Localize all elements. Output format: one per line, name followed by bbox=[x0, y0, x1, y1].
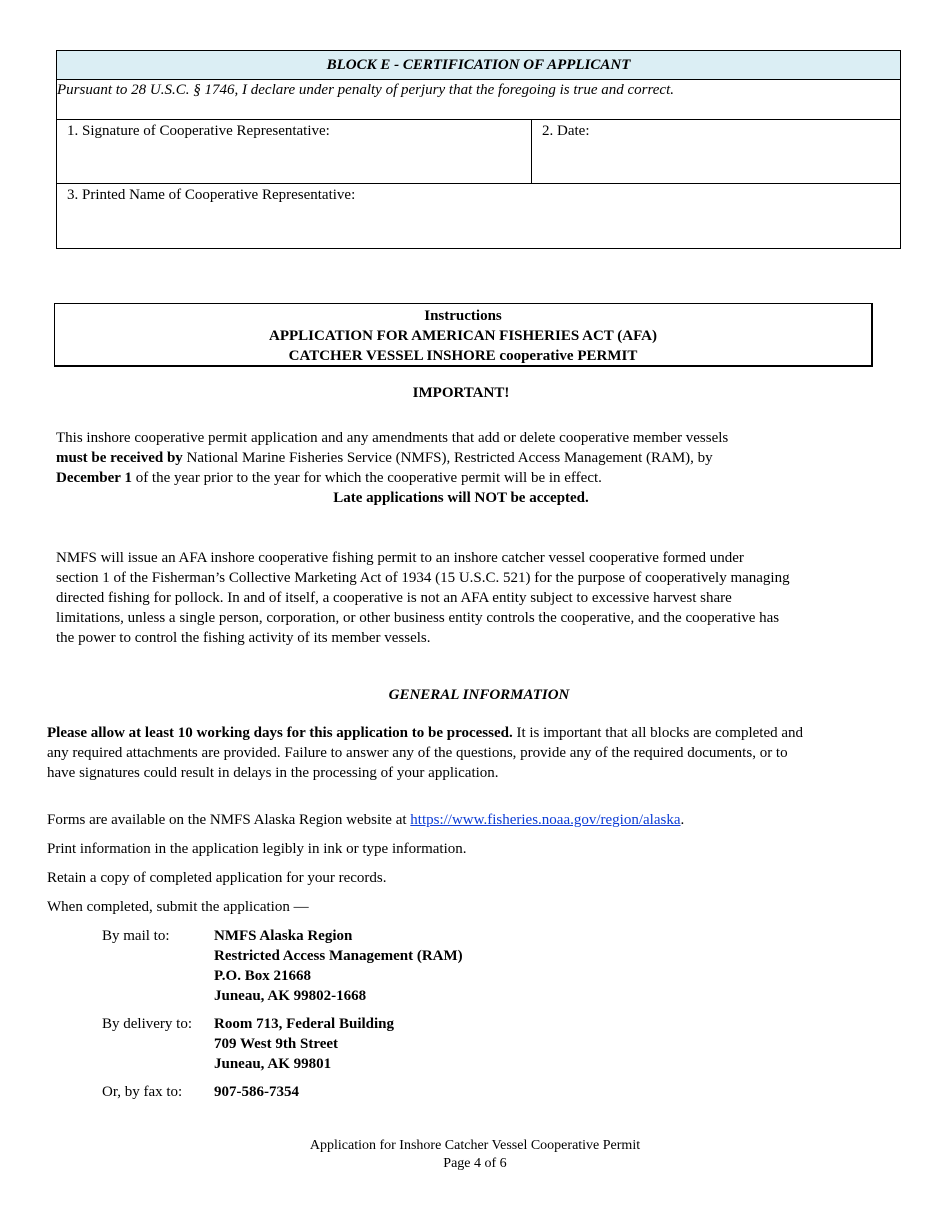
important-line-3 bbox=[56, 468, 916, 488]
fax-label: Or, by fax to: bbox=[102, 1084, 183, 1100]
mail-address-line: P.O. Box 21668 bbox=[214, 968, 311, 984]
late-applications-notice: Late applications will NOT be accepted. bbox=[333, 490, 589, 506]
nmfs-line-1: NMFS will issue an AFA inshore cooperative fishing permit to an inshore catcher vessel cooperative formed under bbox=[56, 550, 744, 566]
submit-instruction-line: When completed, submit the application — bbox=[47, 899, 309, 915]
mail-address-line: Juneau, AK 99802-1668 bbox=[214, 988, 367, 1004]
processing-line-1-rest: It is important that all blocks are completed and bbox=[512, 725, 804, 741]
retain-copy-line: Retain a copy of completed application for your records. bbox=[47, 870, 387, 886]
processing-time-bold: Please allow at least 10 working days for this application to be processed. bbox=[47, 725, 513, 741]
received-by-text: National Marine Fisheries Service (NMFS), Restricted Access Management (RAM), by bbox=[182, 450, 713, 466]
signature-date-row bbox=[57, 120, 900, 184]
instructions-heading: Instructions bbox=[424, 308, 502, 324]
date-label: 2. Date: bbox=[542, 123, 590, 139]
print-legibly-line: Print information in the application legibly in ink or type information. bbox=[47, 841, 467, 857]
processing-line-1 bbox=[47, 723, 937, 743]
forms-text: Forms are available on the NMFS Alaska Region website at bbox=[47, 812, 411, 828]
certification-block bbox=[56, 50, 901, 249]
important-paragraph bbox=[56, 428, 916, 488]
nmfs-line-4: limitations, unless a single person, corporation, or other business entity controls the cooperative, and the cooperative has bbox=[56, 610, 780, 626]
footer-title: Application for Inshore Catcher Vessel Cooperative Permit bbox=[309, 1138, 641, 1153]
processing-time-paragraph bbox=[47, 723, 937, 783]
date-field[interactable] bbox=[532, 120, 900, 183]
mail-address bbox=[214, 926, 463, 1006]
deadline-date-text: December 1 bbox=[56, 470, 132, 486]
fax-number: 907-586-7354 bbox=[214, 1084, 299, 1100]
delivery-label: By delivery to: bbox=[102, 1016, 192, 1032]
processing-line-3: have signatures could result in delays in the processing of your application. bbox=[47, 765, 499, 781]
delivery-address bbox=[214, 1014, 394, 1074]
printed-name-row bbox=[57, 184, 900, 248]
printed-name-label: 3. Printed Name of Cooperative Representative: bbox=[67, 187, 356, 203]
delivery-address-line: 709 West 9th Street bbox=[214, 1036, 339, 1052]
mail-address-line: Restricted Access Management (RAM) bbox=[214, 948, 463, 964]
forms-availability-line bbox=[47, 810, 684, 830]
page-number: Page 4 of 6 bbox=[443, 1156, 507, 1171]
nmfs-line-5: the power to control the fishing activity of its member vessels. bbox=[56, 630, 431, 646]
important-line-2 bbox=[56, 448, 916, 468]
deadline-rest-text: of the year prior to the year for which the cooperative permit will be in effect. bbox=[131, 470, 602, 486]
nmfs-permit-paragraph bbox=[56, 548, 936, 648]
pursuant-statement: Pursuant to 28 U.S.C. § 1746, I declare under penalty of perjury that the foregoing is true and correct. bbox=[57, 80, 900, 120]
nmfs-line-3: directed fishing for pollock. In and of itself, a cooperative is not an AFA entity subject to excessive harvest share bbox=[56, 590, 732, 606]
mail-label: By mail to: bbox=[102, 928, 170, 944]
signature-label: 1. Signature of Cooperative Representative: bbox=[67, 123, 330, 139]
mail-address-line: NMFS Alaska Region bbox=[214, 928, 353, 944]
nmfs-line-2: section 1 of the Fisherman’s Collective Marketing Act of 1934 (15 U.S.C. 521) for the purpose of cooperatively managing bbox=[56, 570, 790, 586]
forms-end: . bbox=[680, 812, 685, 828]
instructions-title-line1: APPLICATION FOR AMERICAN FISHERIES ACT (AFA) bbox=[269, 328, 657, 344]
instructions-box bbox=[54, 303, 873, 367]
important-line-1: This inshore cooperative permit application and any amendments that add or delete cooperative member vessels bbox=[56, 430, 729, 446]
printed-name-field[interactable] bbox=[57, 184, 900, 248]
processing-line-2: any required attachments are provided. Failure to answer any of the questions, provide any of the required documents, or to bbox=[47, 745, 788, 761]
general-information-heading: GENERAL INFORMATION bbox=[388, 687, 570, 703]
delivery-address-line: Juneau, AK 99801 bbox=[214, 1056, 332, 1072]
noaa-website-link[interactable]: https://www.fisheries.noaa.gov/region/alaska bbox=[410, 812, 681, 828]
must-be-received-text: must be received by bbox=[56, 450, 183, 466]
block-e-title: BLOCK E - CERTIFICATION OF APPLICANT bbox=[57, 51, 900, 80]
signature-field[interactable] bbox=[57, 120, 532, 183]
delivery-address-line: Room 713, Federal Building bbox=[214, 1016, 395, 1032]
important-heading: IMPORTANT! bbox=[412, 385, 510, 401]
instructions-title-line2: CATCHER VESSEL INSHORE cooperative PERMIT bbox=[288, 348, 638, 364]
